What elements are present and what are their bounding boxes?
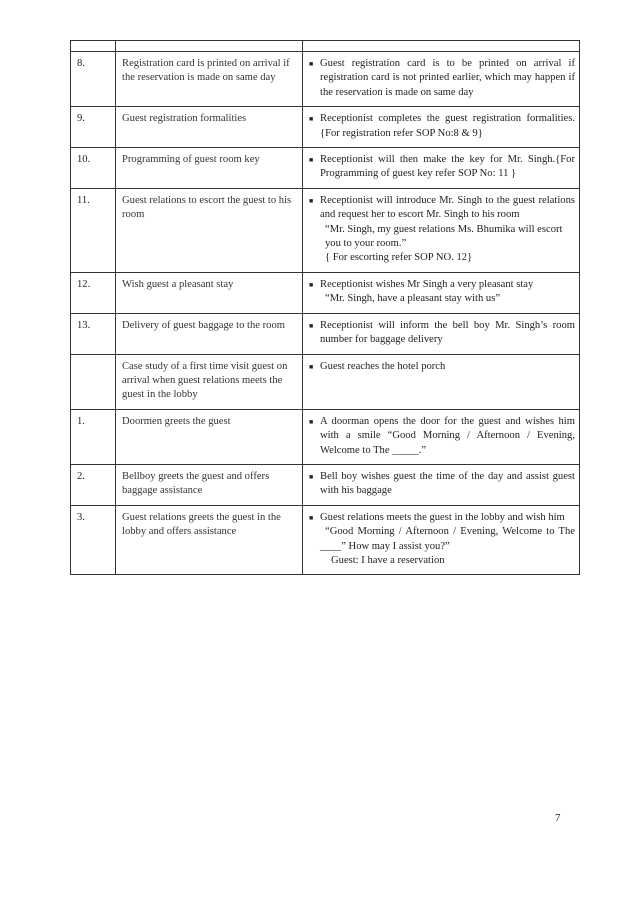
table-row: [71, 52, 580, 107]
table-row: [71, 148, 580, 189]
step-number: 2.: [71, 464, 116, 505]
step-description: Guest relations to escort the guest to his room: [116, 188, 303, 272]
square-bullet-icon: ■: [309, 513, 314, 522]
action-bullet: [309, 360, 575, 374]
step-description: Registration card is printed on arrival if the reservation is made on same day: [116, 52, 303, 107]
square-bullet-icon: ■: [309, 60, 314, 68]
action-text: Guest relations meets the guest in the lobby and wish him: [320, 511, 565, 523]
step-action: [303, 107, 580, 148]
dialogue-text: { For escorting refer SOP NO. 12}: [325, 252, 473, 264]
step-number: 8.: [71, 52, 116, 107]
square-bullet-icon: ■: [309, 115, 314, 124]
action-bullet: [309, 415, 575, 458]
dialogue-text: “Mr. Singh, my guest relations Ms. Bhumika will escort you to your room.”: [325, 223, 563, 250]
step-action: [303, 313, 580, 354]
square-bullet-icon: ■: [309, 321, 314, 330]
action-bullet: [309, 319, 575, 348]
action-text: Bell boy wishes guest the time of the day and assist guest with his baggage: [320, 470, 575, 497]
action-bullet: [309, 57, 575, 100]
action-bullet: [309, 511, 575, 525]
step-number: 13.: [71, 313, 116, 354]
page-number: 7: [555, 812, 561, 824]
square-bullet-icon: ■: [309, 280, 314, 289]
table-row: [71, 354, 580, 409]
step-number: 3.: [71, 505, 116, 575]
dialogue-text: Guest: I have a reservation: [331, 554, 445, 566]
step-description: Doormen greets the guest: [116, 409, 303, 464]
action-bullet: [309, 470, 575, 499]
table-row: [71, 505, 580, 575]
dialogue-text: “Good Morning / Afternoon / Evening, Welcome to The ____” How may I assist you?”: [320, 526, 575, 552]
step-action: [303, 464, 580, 505]
action-bullet: [309, 278, 575, 292]
table-row: [71, 464, 580, 505]
step-number: 11.: [71, 188, 116, 272]
action-text: Receptionist wishes Mr Singh a very pleasant stay: [320, 278, 534, 290]
square-bullet-icon: ■: [309, 156, 314, 165]
table-row: [71, 188, 580, 272]
step-action: [303, 505, 580, 575]
table-row: [71, 409, 580, 464]
step-action: [303, 148, 580, 189]
table-row-empty-top: [71, 41, 580, 52]
square-bullet-icon: ■: [309, 196, 314, 205]
action-text: Guest reaches the hotel porch: [320, 360, 446, 372]
step-action: [303, 354, 580, 409]
step-number: [71, 354, 116, 409]
step-description: Case study of a first time visit guest on arrival when guest relations meets the guest in the lobby: [116, 354, 303, 409]
square-bullet-icon: ■: [309, 362, 314, 371]
step-number: 10.: [71, 148, 116, 189]
step-number: 9.: [71, 107, 116, 148]
dialogue-text: “Mr. Singh, have a pleasant stay with us”: [325, 293, 501, 305]
action-text: Guest registration card is to be printed on arrival if registration card is not printed earlier, which may happen if the reservation is made on same day: [320, 58, 575, 98]
action-text: Receptionist will inform the bell boy Mr. Singh’s room number for baggage delivery: [320, 319, 575, 346]
step-description: Guest relations greets the guest in the lobby and offers assistance: [116, 505, 303, 575]
step-action: [303, 272, 580, 313]
action-text: Receptionist completes the guest registration formalities. {For registration refer SOP No:8 & 9}: [320, 113, 575, 139]
step-description: Guest registration formalities: [116, 107, 303, 148]
step-number: 12.: [71, 272, 116, 313]
step-description: Delivery of guest baggage to the room: [116, 313, 303, 354]
step-action: [303, 52, 580, 107]
table-row: [71, 107, 580, 148]
step-description: Wish guest a pleasant stay: [116, 272, 303, 313]
action-text: A doorman opens the door for the guest and wishes him with a smile “Good Morning / Afternoon / Evening, Welcome to The _____.”: [320, 415, 575, 456]
sop-table: [70, 40, 580, 575]
table-row: [71, 313, 580, 354]
action-text: Receptionist will introduce Mr. Singh to the guest relations and request her to escort Mr. Singh to his room: [320, 194, 575, 221]
square-bullet-icon: ■: [309, 472, 314, 481]
step-description: Bellboy greets the guest and offers baggage assistance: [116, 464, 303, 505]
square-bullet-icon: ■: [309, 417, 314, 426]
step-action: [303, 409, 580, 464]
action-text: Receptionist will then make the key for Mr. Singh.{For Programming of guest key refer SOP No: 11 }: [320, 154, 575, 180]
step-description: Programming of guest room key: [116, 148, 303, 189]
action-bullet: [309, 153, 575, 182]
action-bullet: [309, 112, 575, 141]
table-row: [71, 272, 580, 313]
step-action: [303, 188, 580, 272]
step-number: 1.: [71, 409, 116, 464]
action-bullet: [309, 194, 575, 223]
